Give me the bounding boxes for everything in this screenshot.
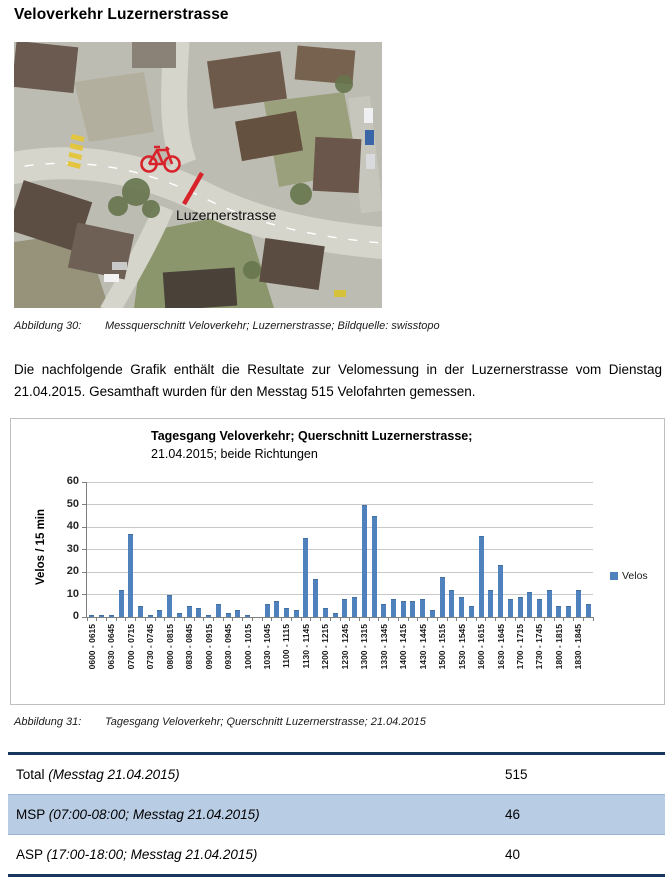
x-axis-tick [184, 617, 185, 621]
y-tick-label: 60 [66, 475, 79, 487]
y-axis-tick [82, 504, 87, 505]
summary-row-total [8, 755, 665, 794]
bar-0800-0815 [167, 595, 172, 618]
summary-row-value: 515 [505, 767, 528, 782]
bar-1345-1400 [391, 599, 396, 617]
bar-0700-0715 [128, 534, 133, 617]
x-tick-label: 1300 - 1315 [359, 624, 370, 670]
x-axis-tick [349, 617, 350, 621]
bar-1615-1630 [488, 590, 493, 617]
y-axis-tick [82, 594, 87, 595]
x-axis-tick [593, 617, 594, 621]
bar-1300-1315 [362, 505, 367, 618]
y-axis-tick [82, 527, 87, 528]
summary-table [8, 752, 665, 877]
x-axis-tick [330, 617, 331, 621]
x-tick-label: 1730 - 1745 [534, 624, 545, 670]
legend-swatch-velos [610, 572, 618, 580]
summary-row-label-detail: (17:00-18:00; Messtag 21.04.2015) [46, 847, 258, 862]
y-axis-tick [82, 482, 87, 483]
x-axis-tick [378, 617, 379, 621]
bar-0845-0900 [196, 608, 201, 617]
x-axis-tick [194, 617, 195, 621]
x-tick-label: 1700 - 1715 [515, 624, 526, 670]
y-tick-label: 30 [66, 542, 79, 555]
x-axis-tick [408, 617, 409, 621]
x-tick-label: 0700 - 0715 [125, 624, 136, 670]
summary-row-value: 40 [505, 847, 521, 862]
bar-1730-1745 [537, 599, 542, 617]
bar-0645-0700 [119, 590, 124, 617]
y-tick-label: 40 [66, 520, 79, 532]
bar-0915-0930 [216, 604, 221, 618]
x-tick-label: 1000 - 1015 [242, 624, 253, 670]
x-axis-tick [554, 617, 555, 621]
figure-30-caption [14, 320, 440, 332]
body-paragraph: Die nachfolgende Grafik enthält die Resultate zur Velomessung in der Luzernerstrasse vom Dienstag 21.04.2015. Gesamthaft wurden für den Messtag 515 Velofahrten gemessen. [14, 362, 662, 399]
x-axis-tick [563, 617, 564, 621]
bar-1445-1500 [430, 610, 435, 617]
bar-0745-0800 [157, 610, 162, 617]
bar-1315-1330 [372, 516, 377, 617]
gridline [87, 594, 593, 595]
summary-row-label-detail: (07:00-08:00; Messtag 21.04.2015) [48, 807, 260, 822]
x-axis-tick [242, 617, 243, 621]
x-tick-label: 0800 - 0815 [164, 624, 175, 670]
bar-1700-1715 [518, 597, 523, 617]
x-axis-tick [232, 617, 233, 621]
x-axis-tick [213, 617, 214, 621]
gridline [87, 549, 593, 550]
bar-1145-1200 [313, 579, 318, 617]
bar-0600-0615 [89, 615, 94, 617]
x-tick-label: 0600 - 0615 [86, 624, 97, 670]
x-axis-tick [534, 617, 535, 621]
x-axis-tick [301, 617, 302, 621]
summary-row-label-prefix: Total [16, 767, 49, 782]
x-axis-tick [388, 617, 389, 621]
x-axis-tick [155, 617, 156, 621]
x-tick-label: 1430 - 1445 [417, 624, 428, 670]
aerial-photo-figure [14, 42, 382, 308]
x-axis-tick [125, 617, 126, 621]
x-axis-tick [466, 617, 467, 621]
bar-1130-1145 [303, 538, 308, 617]
x-axis-tick [515, 617, 516, 621]
bar-1830-1845 [576, 590, 581, 617]
x-tick-label: 1200 - 1215 [320, 624, 331, 670]
aerial-photo [14, 42, 382, 308]
bar-1500-1515 [440, 577, 445, 618]
gridline [87, 504, 593, 505]
y-tick-label: 0 [72, 610, 79, 622]
summary-row-label-prefix: ASP [16, 847, 47, 862]
summary-row-msp [8, 794, 665, 834]
plot-area [86, 482, 593, 670]
figure-31-caption-text: Tagesgang Veloverkehr; Querschnitt Luzernerstrasse; 21.04.2015 [105, 716, 426, 728]
summary-row-value: 46 [505, 807, 521, 822]
figure-30-caption-text: Messquerschnitt Veloverkehr; Luzernerstrasse; Bildquelle: swisstopo [105, 320, 440, 332]
x-axis-tick [495, 617, 496, 621]
bar-1115-1130 [294, 610, 299, 617]
street-label: Luzernerstrasse [176, 207, 277, 223]
x-axis-tick [223, 617, 224, 621]
gridline [87, 527, 593, 528]
bar-0945-1000 [235, 610, 240, 617]
x-tick-label: 1030 - 1045 [262, 624, 273, 670]
bar-0615-0630 [99, 615, 104, 617]
x-axis-tick [544, 617, 545, 621]
x-axis-tick [106, 617, 107, 621]
summary-row-label [8, 807, 505, 822]
y-axis-title: Velos / 15 min [35, 508, 47, 586]
gridline [87, 482, 593, 483]
bar-0930-0945 [226, 613, 231, 618]
x-axis-tick [573, 617, 574, 621]
x-axis-tick [203, 617, 204, 621]
x-axis-tick [96, 617, 97, 621]
chart [10, 418, 665, 705]
x-axis-tick [291, 617, 292, 621]
bar-1645-1700 [508, 599, 513, 617]
x-axis-tick [262, 617, 263, 621]
bar-1545-1600 [469, 606, 474, 617]
bar-0730-0745 [148, 615, 153, 617]
x-axis-tick [87, 617, 88, 621]
x-axis-tick [320, 617, 321, 621]
x-tick-label: 1600 - 1615 [476, 624, 487, 670]
bar-1000-1015 [245, 615, 250, 617]
bar-1530-1545 [459, 597, 464, 617]
x-tick-label: 1630 - 1645 [495, 624, 506, 670]
x-axis-tick [447, 617, 448, 621]
x-axis-tick [437, 617, 438, 621]
x-axis-tick [369, 617, 370, 621]
legend-label-velos: Velos [622, 570, 648, 582]
y-tick-label: 50 [66, 497, 79, 510]
x-axis-tick [398, 617, 399, 621]
x-tick-label: 1830 - 1845 [573, 624, 584, 670]
bar-0815-0830 [177, 613, 182, 618]
gridline [87, 572, 593, 573]
x-tick-label: 1330 - 1345 [378, 624, 389, 670]
x-axis-tick [359, 617, 360, 621]
figure-31-caption-label: Abbildung 31: [14, 716, 82, 728]
x-axis-tick [174, 617, 175, 621]
x-tick-label: 0830 - 0845 [184, 624, 195, 670]
x-axis-tick [427, 617, 428, 621]
x-axis-tick [456, 617, 457, 621]
bar-0830-0845 [187, 606, 192, 617]
y-tick-label: 20 [66, 565, 79, 577]
summary-row-asp [8, 834, 665, 874]
bar-0900-0915 [206, 615, 211, 617]
bar-1400-1415 [401, 601, 406, 617]
bar-1100-1115 [284, 608, 289, 617]
y-tick-label: 10 [66, 587, 79, 600]
bar-1030-1045 [265, 604, 270, 618]
x-tick-label: 1800 - 1815 [553, 624, 564, 670]
x-axis-tick [145, 617, 146, 621]
x-axis-tick [417, 617, 418, 621]
legend [610, 570, 648, 582]
x-tick-label: 0630 - 0645 [106, 624, 117, 670]
x-tick-label: 0730 - 0745 [145, 624, 156, 670]
bar-1745-1800 [547, 590, 552, 617]
bar-1800-1815 [556, 606, 561, 617]
bar-1045-1100 [274, 601, 279, 617]
x-axis-tick [116, 617, 117, 621]
x-tick-label: 1130 - 1145 [300, 624, 311, 669]
summary-row-label [8, 767, 505, 782]
x-axis-tick [271, 617, 272, 621]
x-tick-label: 1100 - 1115 [281, 624, 292, 668]
bar-0630-0645 [109, 615, 114, 617]
bar-1815-1830 [566, 606, 571, 617]
x-axis-tick [476, 617, 477, 621]
x-tick-label: 1500 - 1515 [437, 624, 448, 670]
x-tick-label: 0930 - 0945 [223, 624, 234, 670]
bar-1845-1900 [586, 604, 591, 618]
x-axis-tick [281, 617, 282, 621]
x-axis-tick [340, 617, 341, 621]
x-axis-tick [485, 617, 486, 621]
y-axis-tick [82, 549, 87, 550]
bar-1630-1645 [498, 565, 503, 617]
x-axis-tick [583, 617, 584, 621]
bar-1430-1445 [420, 599, 425, 617]
summary-row-label-prefix: MSP [16, 807, 49, 822]
bar-1215-1230 [333, 613, 338, 618]
bar-1600-1615 [479, 536, 484, 617]
summary-row-label [8, 847, 505, 862]
y-axis-tick [82, 572, 87, 573]
x-axis-tick [135, 617, 136, 621]
bar-0715-0730 [138, 606, 143, 617]
figure-30-caption-label: Abbildung 30: [14, 320, 82, 332]
x-axis-tick [505, 617, 506, 621]
bar-1415-1430 [410, 601, 415, 617]
bar-1330-1345 [381, 604, 386, 618]
page-title: Veloverkehr Luzernerstrasse [14, 6, 229, 23]
summary-row-label-detail: (Messtag 21.04.2015) [48, 767, 180, 782]
bar-1515-1530 [449, 590, 454, 617]
x-axis-tick [310, 617, 311, 621]
x-tick-label: 1530 - 1545 [456, 624, 467, 670]
bar-1245-1300 [352, 597, 357, 617]
bar-1200-1215 [323, 608, 328, 617]
chart-title-line1: Tagesgang Veloverkehr; Querschnitt Luzernerstrasse; [151, 429, 473, 443]
x-tick-label: 1400 - 1415 [398, 624, 409, 670]
chart-title-line2: 21.04.2015; beide Richtungen [151, 447, 318, 461]
x-axis-tick [252, 617, 253, 621]
x-tick-label: 1230 - 1245 [339, 624, 350, 670]
figure-31-caption [14, 716, 426, 728]
x-tick-label: 0900 - 0915 [203, 624, 214, 670]
bar-1715-1730 [527, 592, 532, 617]
x-axis-tick [524, 617, 525, 621]
bar-1230-1245 [342, 599, 347, 617]
x-axis-tick [164, 617, 165, 621]
